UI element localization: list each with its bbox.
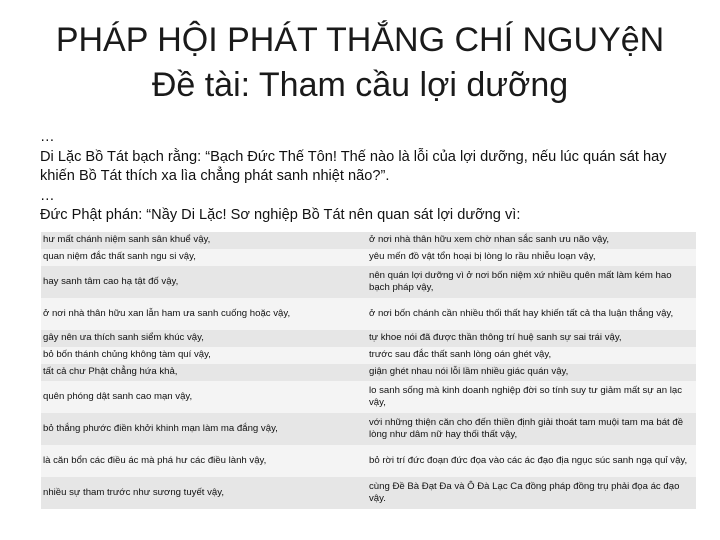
table-row [41,249,696,266]
table-row [41,445,696,477]
table-row [41,266,696,298]
table-row [41,477,696,509]
table-cell-right: ở nơi bốn chánh cần nhiều thối thất hay khiến tất cả tha luận thắng vậy, [355,298,696,330]
title-line-1: PHÁP HỘI PHÁT THẮNG CHÍ NGUYệN [55,21,665,59]
table-cell-right: yêu mến đồ vật tổn hoại bị lòng lo rầu nhiễu loạn vậy, [355,249,696,266]
paragraph-2: Đức Phật phán: “Nầy Di Lặc! Sơ nghiệp Bồ Tát nên quan sát lợi dưỡng vì: [40,207,521,223]
table-cell-left: bỏ thắng phước điền khởi khinh mạn làm ma đắng vậy, [41,413,355,445]
table-row [41,413,696,445]
table-cell-right: nên quán lợi dưỡng vì ở nơi bốn niệm xứ nhiều quên mất làm kém hao bạch pháp vậy, [355,266,696,298]
table-cell-right: tự khoe nói đã được thần thông trí huệ sanh sự sai trái vậy, [355,330,696,347]
table-row [41,381,696,413]
table-cell-right: giận ghét nhau nói lỗi lầm nhiều giác quán vậy, [355,364,696,381]
table-cell-left: bỏ bốn thánh chủng không tàm quí vậy, [41,347,355,364]
body-text [40,128,695,226]
ellipsis-1: … [40,129,55,145]
ellipsis-2: … [40,187,55,204]
table-row [41,364,696,381]
table-cell-left: tất cả chư Phật chẳng hứa khả, [41,364,355,381]
table-cell-right: trước sau đắc thất sanh lòng oán ghét vậy, [355,347,696,364]
table-cell-left: gây nên ưa thích sanh siểm khúc vậy, [41,330,355,347]
table-cell-right: bỏ rời trí đức đoạn đức đọa vào các ác đạo địa ngục súc sanh ngạ quỉ vậy, [355,445,696,477]
table-cell-right: cùng Đề Bà Đạt Đa và Ô Đà Lạc Ca đồng pháp đồng trụ phải đọa ác đạo vậy. [355,477,696,509]
table-row [41,347,696,364]
table-cell-left: ở nơi nhà thân hữu xan lẫn ham ưa sanh cuống hoặc vậy, [41,298,355,330]
table-cell-left: hay sanh tâm cao hạ tật đố vậy, [41,266,355,298]
table-cell-right: với những thiện căn cho đến thiền định giải thoát tam muội tam ma bát đề lòng như dâm nữ hay thối thất vậy, [355,413,696,445]
table-cell-left: nhiều sự tham trước như sương tuyết vậy, [41,477,355,509]
slide-title [0,18,720,108]
table-row [41,330,696,347]
table-cell-left: hư mất chánh niệm sanh sân khuể vậy, [41,232,355,249]
table-cell-right: lo sanh sống mà kinh doanh nghiệp đời so tính suy tư giảm mất sự an lạc vậy, [355,381,696,413]
table-row [41,232,696,249]
table-cell-left: quan niệm đắc thất sanh ngu si vậy, [41,249,355,266]
title-line-2: Đề tài: Tham cầu lợi dưỡng [151,66,569,104]
table-cell-left: quên phóng dật sanh cao mạn vậy, [41,381,355,413]
paragraph-1: Di Lặc Bồ Tát bạch rằng: “Bạch Đức Thế Tôn! Thế nào là lỗi của lợi dưỡng, nếu lúc quán sát hay khiến Bồ Tát thích xa lìa chẳng phát sanh nhiệt não?”. [40,148,667,184]
table-row [41,298,696,330]
table-cell-right: ở nơi nhà thân hữu xem chờ nhan sắc sanh ưu não vậy, [355,232,696,249]
table-cell-left: là căn bổn các điều ác mà phá hư các điều lành vậy, [41,445,355,477]
verse-table [41,232,696,509]
